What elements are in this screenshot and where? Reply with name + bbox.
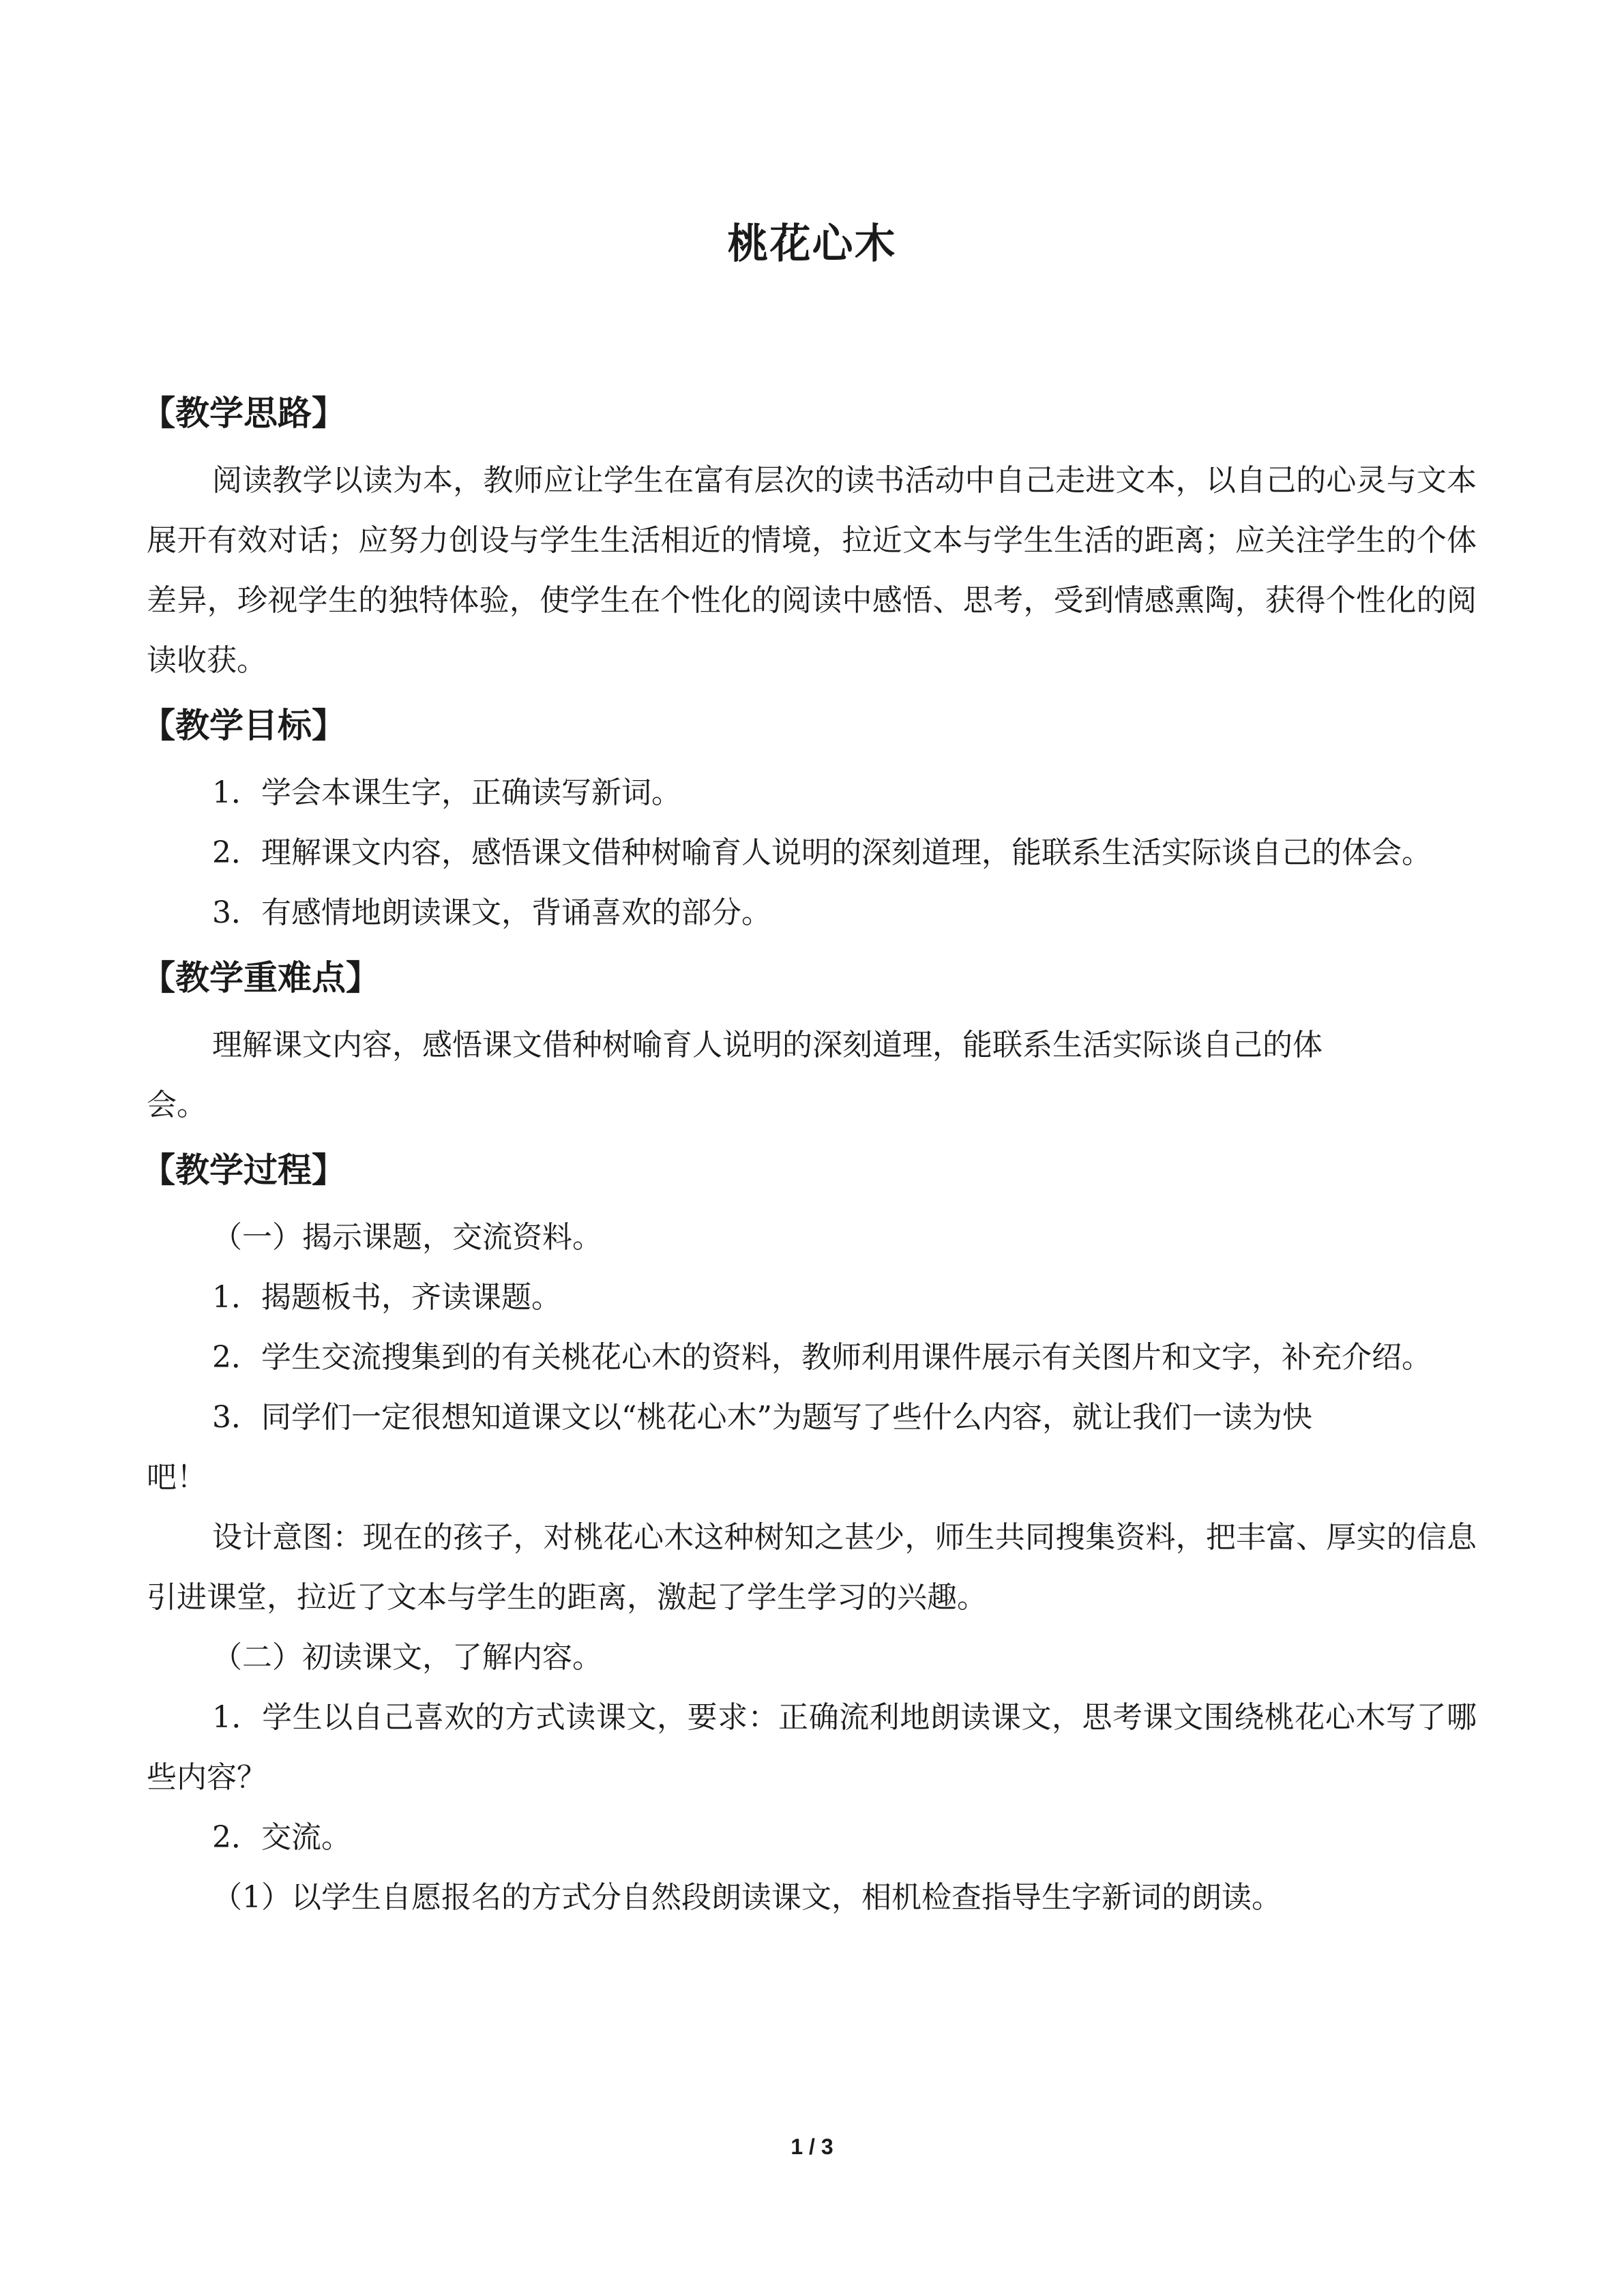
paragraph: （一）揭示课题，交流资料。 [212, 1220, 602, 1255]
paragraph: 1．学会本课生字，正确读写新词。 [212, 775, 681, 810]
paragraph: 理解课文内容，感悟课文借种树喻育人说明的深刻道理，能联系生活实际谈自己的体 [212, 1028, 1323, 1062]
section-heading-key-difficulties: 【教学重难点】 [141, 957, 380, 998]
document-body [141, 378, 1477, 1928]
paragraph: 设计意图：现在的孩子，对桃花心木这种树知之甚少，师生共同搜集资料，把丰富、厚实的信息引进课堂，拉近了文本与学生的距离，激起了学生学习的兴趣。 [147, 1520, 1477, 1615]
section-heading-teaching-process: 【教学过程】 [141, 1150, 346, 1190]
paragraph: 吧！ [147, 1460, 207, 1495]
page-number: 1 / 3 [791, 2134, 833, 2159]
section-heading-teaching-approach: 【教学思路】 [141, 393, 346, 433]
paragraph: 1．揭题板书，齐读课题。 [212, 1280, 561, 1315]
paragraph: （1）以学生自愿报名的方式分自然段朗读课文，相机检查指导生字新词的朗读。 [212, 1880, 1282, 1915]
paragraph: 2．交流。 [212, 1820, 351, 1855]
paragraph: 3．有感情地朗读课文，背诵喜欢的部分。 [212, 895, 771, 930]
paragraph: 2．理解课文内容，感悟课文借种树喻育人说明的深刻道理，能联系生活实际谈自己的体会。 [212, 835, 1432, 870]
paragraph: 3．同学们一定很想知道课文以“桃花心木”为题写了些什么内容，就让我们一读为快 [212, 1400, 1312, 1435]
paragraph: （二）初读课文，了解内容。 [212, 1640, 602, 1675]
section-heading-teaching-goals: 【教学目标】 [141, 705, 346, 745]
paragraph: 2．学生交流搜集到的有关桃花心木的资料，教师利用课件展示有关图片和文字，补充介绍。 [212, 1340, 1432, 1375]
paragraph: 1．学生以自己喜欢的方式读课文，要求：正确流利地朗读课文，思考课文围绕桃花心木写了哪些内容？ [147, 1700, 1477, 1795]
paragraph: 阅读教学以读为本，教师应让学生在富有层次的读书活动中自己走进文本，以自己的心灵与文本展开有效对话；应努力创设与学生生活相近的情境，拉近文本与学生生活的距离；应关注学生的个体差异，珍视学生的独特体验，使学生在个性化的阅读中感悟、思考，受到情感熏陶，获得个性化的阅读收获。 [147, 463, 1477, 678]
paragraph: 会。 [147, 1088, 207, 1122]
document-title: 桃花心木 [727, 220, 897, 268]
